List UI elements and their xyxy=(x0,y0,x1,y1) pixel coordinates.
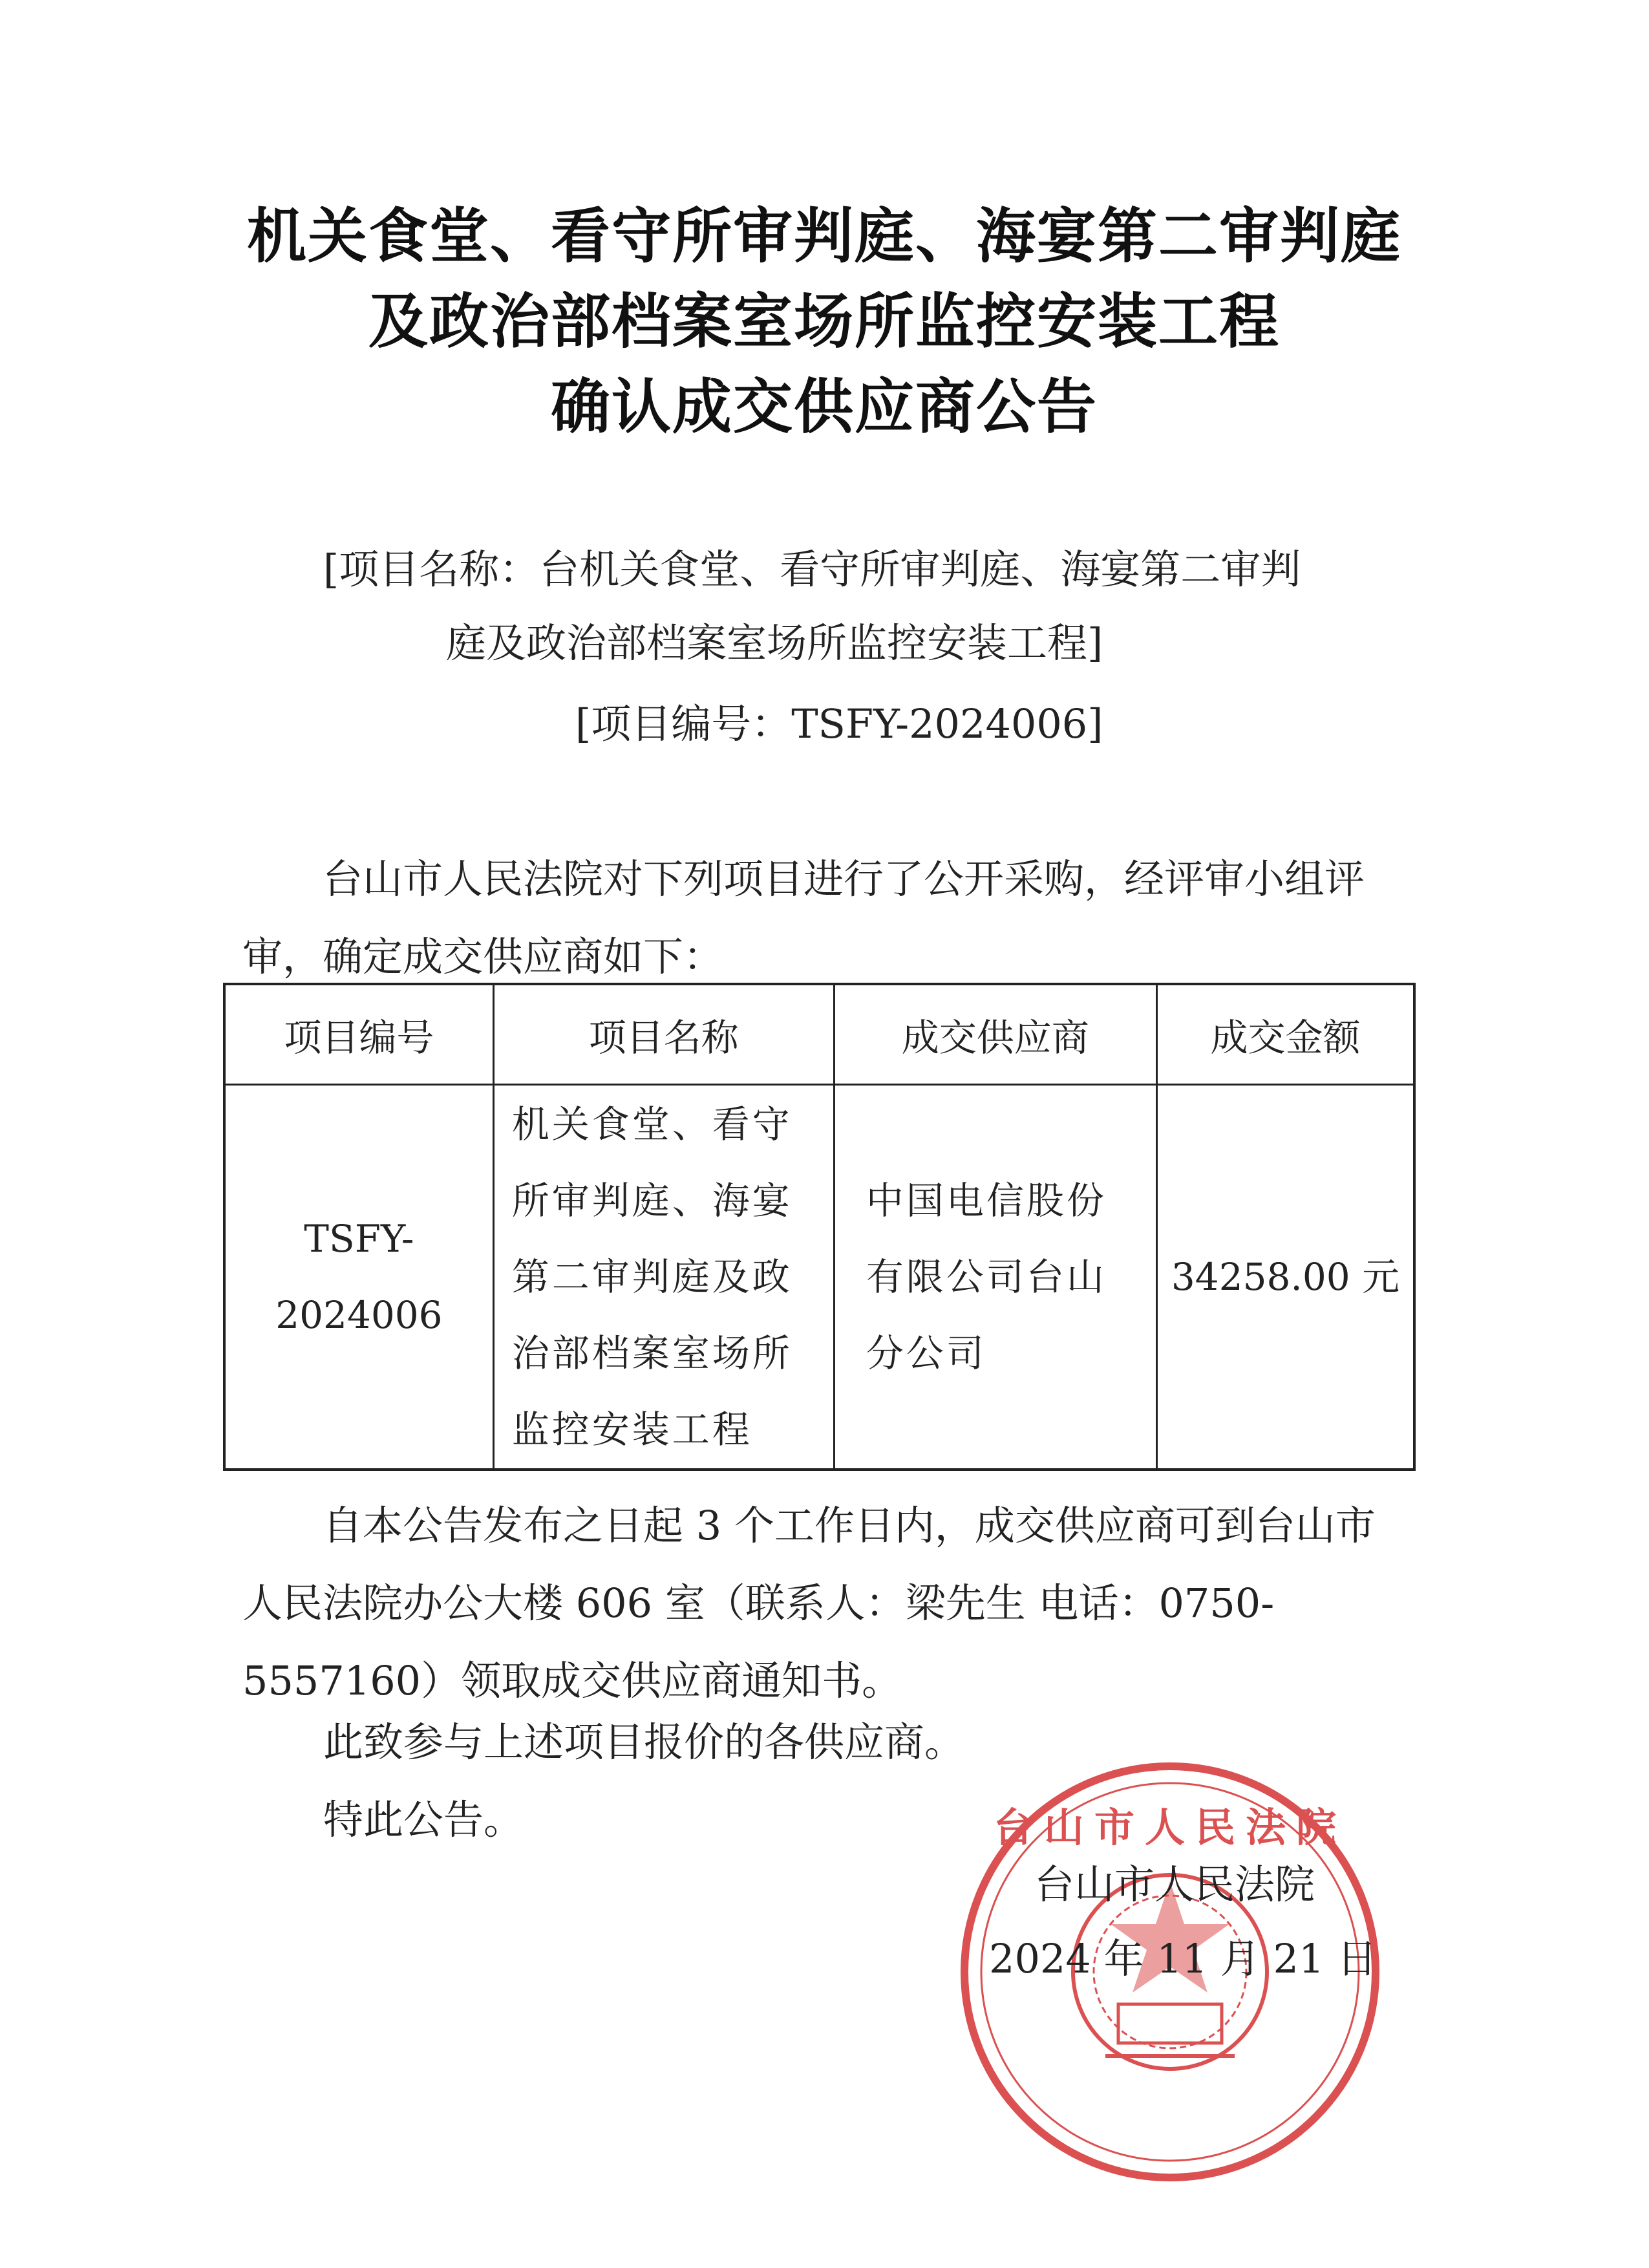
project-name-line-2: 庭及政治部档案室场所监控安装工程] xyxy=(446,619,1103,667)
cell-project-name: 机关食堂、看守所审判庭、海宴第二审判庭及政治部档案室场所监控安装工程 xyxy=(511,1102,793,1451)
cell-project-name-wrap xyxy=(493,1085,834,1470)
title-line-2: 及政治部档案室场所监控安装工程 xyxy=(368,287,1280,356)
header-amount: 成交金额 xyxy=(1156,984,1414,1085)
seal-text: 台山市人民法院 xyxy=(993,1804,1347,1851)
announcement-title xyxy=(194,194,1454,450)
cell-supplier-wrap xyxy=(834,1085,1156,1470)
table-row xyxy=(224,1085,1414,1470)
notice-paragraph xyxy=(242,1487,1380,1720)
project-name-line-1: [项目名称：台机关食堂、看守所审判庭、海宴第二审判 xyxy=(323,546,1301,593)
table-header-row xyxy=(224,984,1414,1085)
signature-date: 2024 年 11 月 21 日 xyxy=(989,1935,1378,1982)
intro-paragraph xyxy=(242,840,1380,996)
closing-line-1: 此致参与上述项目报价的各供应商。 xyxy=(323,1718,965,1766)
award-table xyxy=(223,983,1416,1471)
title-line-1: 机关食堂、看守所审判庭、海宴第二审判庭 xyxy=(246,202,1401,271)
header-project-name: 项目名称 xyxy=(493,984,834,1085)
notice-text: 自本公告发布之日起 3 个工作日内，成交供应商可到台山市人民法院办公大楼 606 室（联系人：梁先生 电话：0750-5557160）领取成交供应商通知书。 xyxy=(242,1502,1376,1704)
header-supplier: 成交供应商 xyxy=(834,984,1156,1085)
cell-project-number: TSFY-2024006 xyxy=(224,1085,493,1470)
title-line-3: 确认成交供应商公告 xyxy=(550,372,1098,442)
cell-amount: 34258.00 元 xyxy=(1156,1085,1414,1470)
intro-text: 台山市人民法院对下列项目进行了公开采购，经评审小组评审，确定成交供应商如下： xyxy=(242,855,1365,980)
cell-supplier: 中国电信股份有限公司台山分公司 xyxy=(866,1179,1107,1375)
header-project-number: 项目编号 xyxy=(224,984,493,1085)
closing-line-2: 特此公告。 xyxy=(323,1796,524,1843)
project-number: [项目编号：TSFY-2024006] xyxy=(575,700,1103,747)
signature-org: 台山市人民法院 xyxy=(1034,1861,1315,1908)
